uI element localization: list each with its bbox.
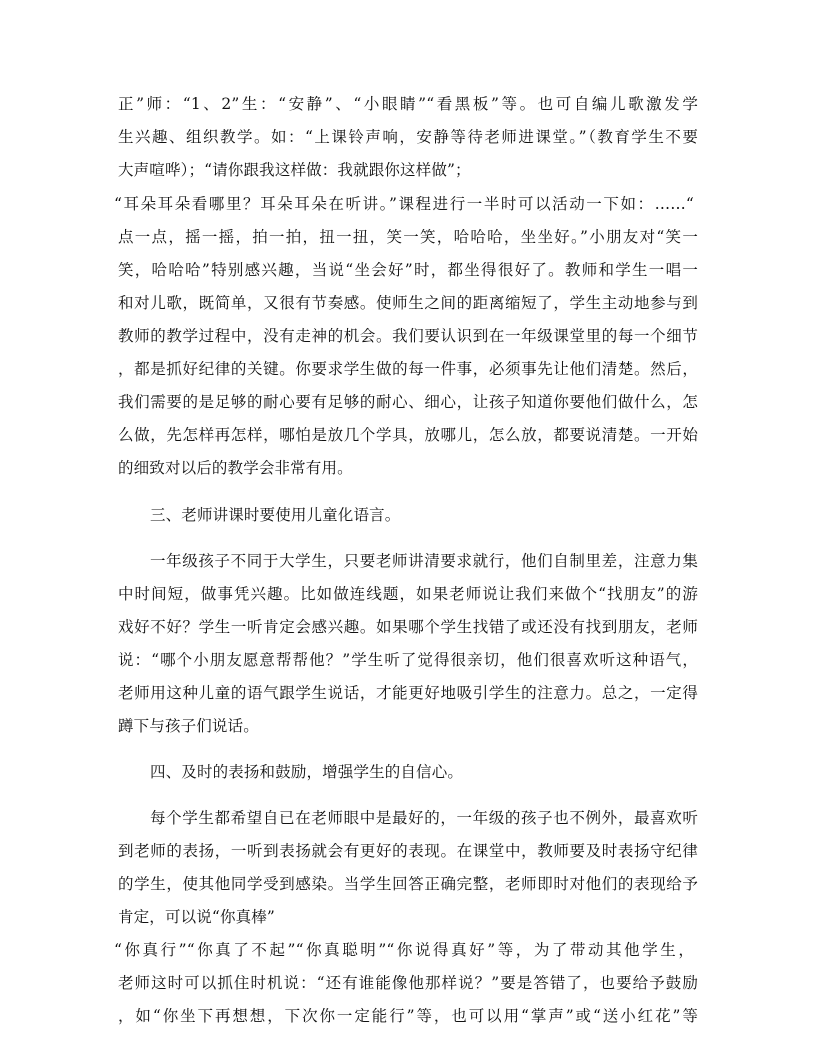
paragraph-line: 老师用这种儿童的语气跟学生说话，才能更好地吸引学生的注意力。总之，一定得: [118, 684, 698, 702]
paragraph-line: 每个学生都希望自已在老师眼中是最好的，一年级的孩子也不例外，最喜欢听: [150, 809, 698, 827]
paragraph-line: ，都是抓好纪律的关键。你要求学生做的每一件事，必须事先让他们清楚。然后，: [118, 360, 698, 378]
paragraph-line: 肯定，可以说“你真棒”: [118, 908, 275, 926]
paragraph-line: 戏好不好？学生一听肯定会感兴趣。如果哪个学生找错了或还没有找到朋友，老师: [118, 618, 698, 636]
paragraph-line: 我们需要的是足够的耐心要有足够的耐心、细心，让孩子知道你要他们做什么，怎: [118, 393, 698, 411]
paragraph-line: ，如“你坐下再想想，下次你一定能行”等，也可以用“掌声”或“送小红花”等: [118, 1007, 698, 1025]
paragraph-line: 笑，哈哈哈”特别感兴趣，当说“坐会好”时，都坐得很好了。教师和学生一唱一: [118, 261, 698, 279]
paragraph-line: 生兴趣、组织教学。如：“上课铃声响，安静等待老师进课堂。”（教育学生不要: [118, 128, 698, 146]
paragraph-line: 中时间短，做事凭兴趣。比如做连线题，如果老师说让我们来做个“找朋友”的游: [118, 585, 698, 603]
section-heading: 四、及时的表扬和鼓励，增强学生的自信心。: [150, 763, 464, 781]
paragraph-line: 老师这时可以抓住时机说：“还有谁能像他那样说？”要是答错了，也要给予鼓励: [118, 974, 698, 992]
paragraph-line: 的细致对以后的教学会非常有用。: [118, 459, 353, 477]
paragraph-line: 的学生，使其他同学受到感染。当学生回答正确完整，老师即时对他们的表现给予: [118, 875, 698, 893]
paragraph-line: 么做，先怎样再怎样，哪怕是放几个学具，放哪儿，怎么放，都要说清楚。一开始: [118, 426, 698, 444]
paragraph-line: 和对儿歌，既简单，又很有节奏感。使师生之间的距离缩短了，学生主动地参与到: [118, 294, 698, 312]
paragraph-line: “耳朵耳朵看哪里？耳朵耳朵在听讲。”课程进行一半时可以活动一下如：……“: [114, 195, 694, 213]
paragraph-line: 正”师：“1、2”生：“安静”、“小眼睛”“看黑板”等。也可自编儿歌激发学: [118, 95, 698, 113]
paragraph-line: 点一点，摇一摇，拍一拍，扭一扭，笑一笑，哈哈哈，坐坐好。”小朋友对“笑一: [118, 228, 698, 246]
paragraph-line: 一年级孩子不同于大学生，只要老师讲清要求就行，他们自制里差，注意力集: [150, 552, 698, 570]
paragraph-line: 大声喧哗）；“请你跟我这样做：我就跟你这样做”；: [118, 161, 471, 179]
paragraph-line: 到老师的表扬，一听到表扬就会有更好的表现。在课堂中，教师要及时表扬守纪律: [118, 842, 698, 860]
paragraph-line: “你真行”“你真了不起”“你真聪明”“你说得真好”等，为了带动其他学生，: [114, 941, 694, 959]
paragraph-line: 教师的教学过程中，没有走神的机会。我们要认识到在一年级课堂里的每一个细节: [118, 327, 698, 345]
paragraph-line: 蹲下与孩子们说话。: [118, 717, 259, 735]
section-heading: 三、老师讲课时要使用儿童化语言。: [150, 506, 401, 524]
paragraph-line: 说：“哪个小朋友愿意帮帮他？”学生听了觉得很亲切，他们很喜欢听这种语气，: [118, 651, 698, 669]
